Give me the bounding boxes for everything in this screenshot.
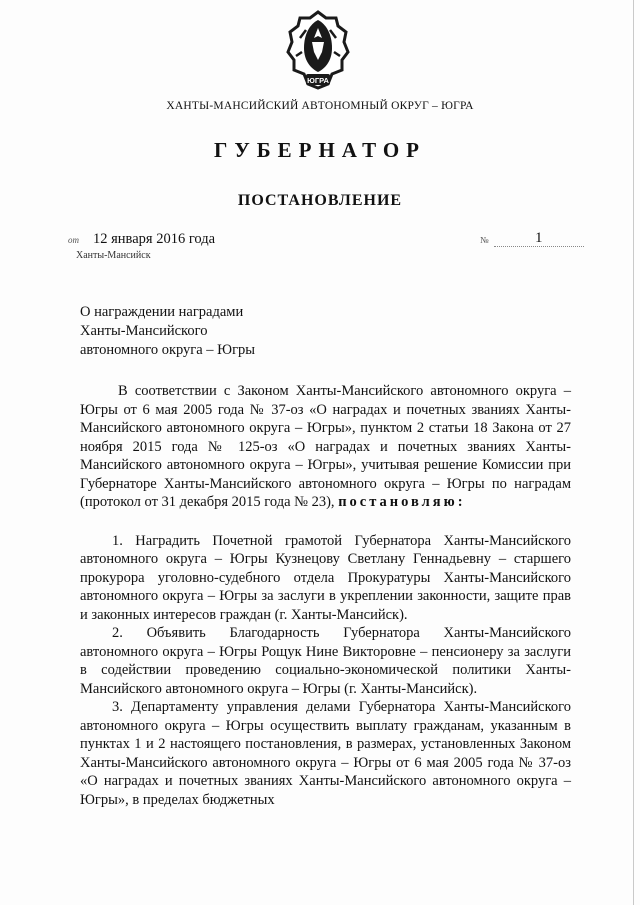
document-date: 12 января 2016 года [93, 231, 216, 247]
page-edge [633, 0, 634, 905]
item-paragraph-3: 3. Департаменту управления делами Губернатора Ханты-Мансийского автономного округа – Югры осуществить выплату гражданам, указанным в пунктах 1 и 2 настоящего постановления, в размерах, установленных Законом Ханты-Мансийского автономного округа – Югры от 6 мая 2005 года № 37-оз «О наградах и почетных званиях Ханты-Мансийского автономного округа – Югры», в пределах бюджетных [80, 699, 571, 808]
region-title: ХАНТЫ-МАНСИЙСКИЙ АВТОНОМНЫЙ ОКРУГ – ЮГРА [166, 100, 474, 112]
subject-line: Ханты-Мансийского [80, 323, 208, 339]
authority-title: ГУБЕРНАТОР [213, 138, 427, 162]
item-paragraph-1: 1. Наградить Почетной грамотой Губернатора Ханты-Мансийского автономного округа – Югры Кузнецову Светлану Геннадьевну – старшего прокурора уголовно-судебного отдела Прокуратуры Ханты-Мансийского автономного округа – Югры за заслуги в укреплении законности, защите прав и законных интересов граждан (г. Ханты-Мансийск). [80, 532, 571, 623]
crest-inscription: ЮГРА [307, 76, 329, 85]
subject-line: О награждении наградами [80, 304, 244, 320]
coat-of-arms-icon [282, 8, 354, 96]
date-block [68, 230, 368, 248]
subject-line: автономного округа – Югры [80, 342, 256, 358]
document-body [80, 382, 571, 809]
number-block [480, 230, 590, 248]
document-type-title: ПОСТАНОВЛЕНИЕ [237, 192, 403, 209]
document-subject [80, 303, 340, 360]
document-number: 1 [535, 230, 543, 246]
date-prefix: от [68, 235, 79, 245]
resolve-word: постановляю: [338, 494, 466, 510]
preamble-paragraph [80, 382, 571, 512]
document-place: Ханты-Мансийск [76, 250, 151, 261]
preamble-text: В соответствии с Законом Ханты-Мансийского автономного округа – Югры от 6 мая 2005 года № 37-оз «О наградах и почетных званиях Ханты-Мансийского автономного округа – Югры», пунктом 2 статьи 18 Закона от 27 ноября 2015 года № 125-оз «О наградах и почетных званиях Ханты-Мансийского автономного округа – Югры», учитывая решение Комиссии при Губернаторе Ханты-Мансийского автономного округа – Югры по наградам (протокол от 31 декабря 2015 года № 23), [80, 383, 571, 510]
number-sign: № [480, 235, 489, 245]
paragraph-gap [80, 512, 571, 532]
item-paragraph-2: 2. Объявить Благодарность Губернатора Ханты-Мансийского автономного округа – Югры Рощук Нине Викторовне – пенсионеру за заслуги в содействии проведению социально-экономической политики Ханты-Мансийского автономного округа – Югры (г. Ханты-Мансийск). [80, 625, 571, 697]
